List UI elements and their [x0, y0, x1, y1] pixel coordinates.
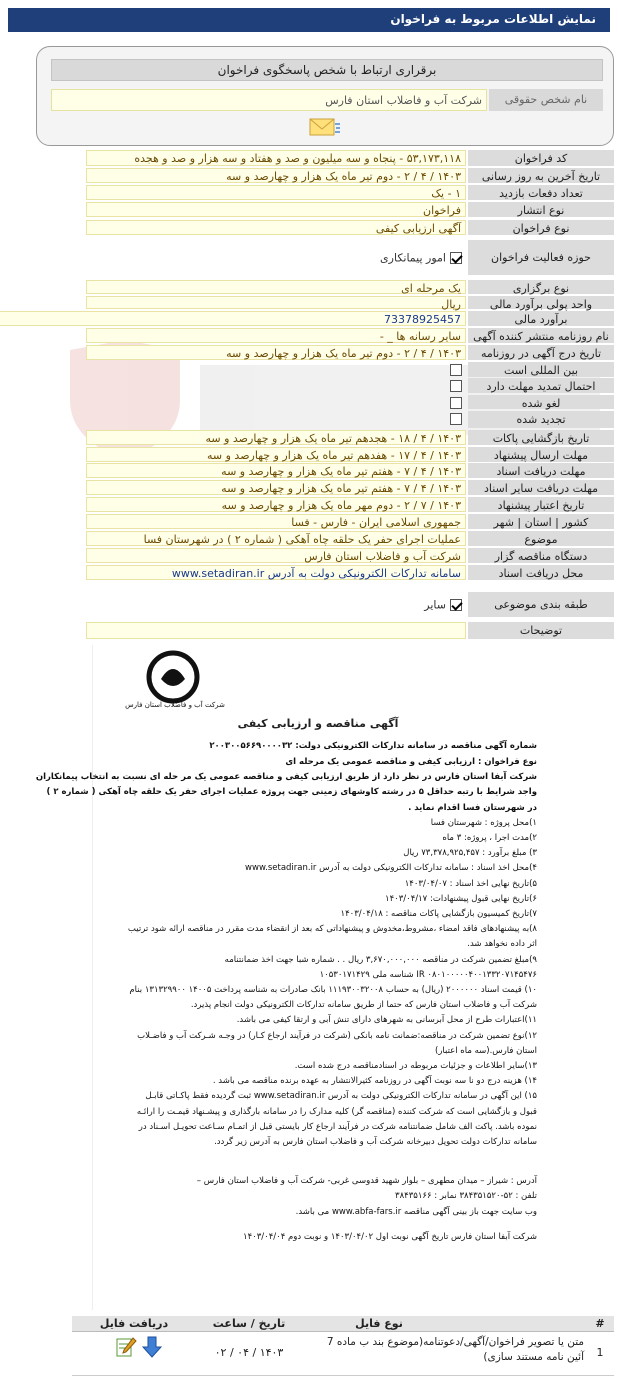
col-type: نوع فایل	[355, 1317, 403, 1330]
field-row	[36, 296, 614, 310]
field-row	[36, 480, 614, 496]
notice-line: در شهرستان فسا اقدام نماید .	[408, 802, 537, 813]
checkbox-icon[interactable]	[450, 397, 462, 409]
files-table	[72, 1316, 614, 1376]
field-label: نوع فراخوان	[468, 220, 614, 235]
edit-document-icon[interactable]	[115, 1336, 137, 1358]
field-label: لغو شده	[468, 395, 614, 409]
notice-line: ۱۱)اعتبارات طرح از محل آبرسانی به شهرهای دارای تنش آبی و ارتقا کیفی می باشد.	[236, 1015, 537, 1026]
field-value: سایر رسانه ها _ -	[86, 328, 466, 343]
field-row	[36, 378, 614, 394]
field-label: نام روزنامه منتشر کننده آگهی	[468, 328, 614, 343]
field-label: توضیحات	[468, 622, 614, 639]
field-value: ۱۴۰۳ / ۴ / ۱۷ - هفدهم تیر ماه یک هزار و چهارصد و سه	[86, 447, 466, 462]
checkbox-label: امور پیمانکاری	[380, 251, 446, 265]
notice-line: اثر داده نخواهد شد.	[467, 939, 537, 950]
field-row	[36, 430, 614, 446]
notice-line: نوع فراخوان : ارزیابی کیفی و مناقصه عمومی یک مرحله ای	[285, 757, 537, 767]
field-checkbox[interactable]	[86, 411, 466, 428]
field-label: طبقه بندی موضوعی	[468, 592, 614, 617]
download-arrow-icon[interactable]	[141, 1336, 163, 1358]
field-row	[36, 202, 614, 218]
checkbox-icon[interactable]	[450, 364, 462, 376]
field-label: برآورد مالی	[468, 311, 614, 326]
checkbox-icon[interactable]	[450, 413, 462, 425]
field-label: موضوع	[468, 531, 614, 546]
col-download: دریافت فایل	[99, 1317, 169, 1330]
field-value: یک مرحله ای	[86, 280, 466, 294]
notice-line: آدرس : شیراز – میدان مطهری – بلوار شهید قدوسی غربی- شرکت آب و فاضلاب استان فارس –	[196, 1176, 537, 1187]
envelope-icon[interactable]	[307, 115, 341, 139]
notice-line: ۶)تاریخ نهایی قبول پیشنهادات: ۱۴۰۳/۰۴/۱۷	[385, 893, 537, 904]
field-value: ۵۳,۱۷۳,۱۱۸ - پنجاه و سه میلیون و صد و هفتاد و سه هزار و صد و هجده	[86, 150, 466, 166]
field-value: ۱۴۰۳ / ۴ / ۲ - دوم تیر ماه یک هزار و چهارصد و سه	[86, 345, 466, 360]
notice-line: ۱۰) قیمت اسناد ۲۰۰۰۰۰۰ (ریال) به حساب ۱۱۱۹۳۰۰۳۲۰۰۸ بانک صادرات به شناسه پرداخت ۱۴۰۰۵ ۱۳۱۳۲۹۹۰۰ بنام	[129, 985, 537, 995]
file-num: 1	[596, 1346, 604, 1359]
notice-line: تلفن : ۵۲-۳۸۴۳۵۱۵۲۰ نمابر : ۳۸۴۳۵۱۶۶	[395, 1191, 537, 1202]
field-row	[36, 565, 614, 581]
checkbox-label: سایر	[424, 598, 446, 612]
field-row	[36, 531, 614, 547]
field-label: بین المللی است	[468, 362, 614, 377]
checkbox-icon[interactable]	[450, 252, 462, 264]
notice-line: ۹)مبلغ تضمین شرکت در مناقصه ۳,۶۷۰,۰۰۰,۰۰۰ ریال . . شماره شبا جهت اخذ ضمانتنامه	[224, 954, 537, 965]
field-label: کشور | استان | شهر	[468, 514, 614, 529]
field-label: واحد پولی برآورد مالی	[468, 296, 614, 309]
file-date: ۱۴۰۳ / ۰۴ / ۰۲	[214, 1346, 284, 1359]
field-label: دستگاه مناقصه گزار	[468, 548, 614, 563]
notice-line: IR ۰۸۰۱۰۰۰۰۰۴۰۰۱۳۳۲۰۷۱۴۵۴۷۶ شناسه ملی ۱۰۵۳۰۱۷۱۴۲۹	[319, 969, 537, 980]
field-label: تاریخ اعتبار پیشنهاد	[468, 497, 614, 512]
field-label: تاریخ درج آگهی در روزنامه	[468, 345, 614, 360]
notice-line: ۸)به پیشنهادهای فاقد امضاء ،مشروط،مخدوش و پیشنهاداتی که بعد از انقضاء مدت مقرر در مناقصه ارائه شود ترتیب	[127, 924, 537, 935]
notice-line: استان فارس.(سه ماه اعتبار)	[435, 1045, 537, 1056]
field-row	[36, 362, 614, 378]
notice-line: ۷)تاریخ کمیسیون بازگشایی پاکات مناقصه : ۱۴۰۳/۰۴/۱۸	[340, 909, 537, 919]
field-label: تجدید شده	[468, 411, 614, 428]
field-row	[36, 447, 614, 463]
files-header	[72, 1316, 614, 1332]
field-label: نوع برگزاری	[468, 280, 614, 294]
notice-line: شرکت آبفا استان فارس در نظر دارد از طریق ارزیابی کیفی و مناقصه عمومی یک مر حله ای نسبت به انتخاب پیمانکاران	[35, 772, 537, 783]
notice-title: آگهی مناقصه و ارزیابی کیفی	[237, 717, 399, 730]
notice-line: قبول و بازگشایی است که شرکت کننده (مناقصه گر) کلیه مدارک را در سامانه بارگذاری و پیشـنهاد قیمـت را ارائـه	[136, 1106, 537, 1117]
field-row	[36, 328, 614, 344]
field-value: شرکت آب و فاضلاب استان فارس	[86, 548, 466, 563]
notice-line: شرکت آبفا استان فارس تاریخ آگهی نوبت اول ۱۴۰۳/۰۴/۰۲ و نوبت دوم ۱۴۰۳/۰۴/۰۴	[243, 1231, 537, 1242]
notice-line: ۱۴) هزینه درج دو نا سه نوبت آگهی در روزنامه کثیرالانتشار به عهده برنده مناقصه می باشد .	[212, 1076, 537, 1087]
legal-person-value: شرکت آب و فاضلاب استان فارس	[51, 89, 487, 111]
field-label: حوزه فعالیت فراخوان	[468, 240, 614, 275]
notice-line: ۴)محل اخذ اسناد : سامانه تدارکات الکترونیکی دولت به آدرس www.setadiran.ir	[245, 863, 537, 874]
field-row	[36, 463, 614, 479]
notice-line: وب سایت جهت باز بینی آگهی مناقصه www.abfa-fars.ir می باشد.	[295, 1206, 537, 1217]
contact-heading[interactable]: برقراری ارتباط با شخص پاسخگوی فراخوان	[51, 59, 603, 81]
notice-line: شرکت آب و فاضلاب استان فارس که حتما از طریق سامانه تدارکات الکترونیکی دولت انجام پذیرد.	[190, 1000, 537, 1011]
field-label: تاریخ بازگشایی پاکات	[468, 430, 614, 445]
field-value: 73378925457	[0, 311, 466, 326]
col-date: تاریخ / ساعت	[212, 1317, 286, 1330]
field-checkbox[interactable]	[86, 592, 466, 617]
field-value: ریال	[86, 296, 466, 309]
field-label: نوع انتشار	[468, 202, 614, 217]
notice-line: سامانه تدارکات دولت تحویل دبیرخانه شرکت آب و فاضلاب استان فارس به آدرس زیر گردد.	[214, 1137, 537, 1147]
field-checkbox[interactable]	[86, 362, 466, 377]
field-value: ۱۴۰۳ / ۴ / ۱۸ - هجدهم تیر ماه یک هزار و چهارصد و سه	[86, 430, 466, 445]
field-value	[86, 622, 466, 639]
notice-line: ۳) مبلغ برآورد : ۷۳,۳۷۸,۹۲۵,۴۵۷ ریال	[403, 848, 537, 859]
field-checkbox[interactable]	[86, 395, 466, 409]
notice-line: ۱۵) این آگهی در سامانه تدارکات الکترونیکی دولت به آدرس www.setadiran.ir ثبت گردیده فقط پاکـاتی قابـل	[145, 1091, 537, 1102]
notice-line: ۵)تاریخ نهایی اخذ اسناد : ۱۴۰۳/۰۴/۰۷	[404, 878, 537, 889]
field-row	[36, 280, 614, 295]
notice-line: ۱۲)نوع تضمین شرکت در مناقصه:ضمانت نامه بانکی (شرکت در فرآیند ارجاع کـار) در وجـه شـرکت آب و فاضـلاب	[137, 1030, 537, 1041]
field-value: ۱ - یک	[86, 185, 466, 200]
field-row	[36, 395, 614, 410]
notice-line: شماره آگهی مناقصه در سامانه تدارکات الکترونیکی دولت: ۲۰۰۳۰۰۵۶۶۹۰۰۰۰۳۲	[209, 741, 537, 751]
field-row	[36, 497, 614, 513]
field-row	[36, 592, 614, 618]
file-row	[72, 1332, 614, 1376]
notice-line: واجد شرایط با رتبه حداقل ۵ در رشته کاوشهای زمینی جهت پروژه عملیات اجرای حفر یک حلقه چاه آهکی ( شماره ۲ )	[46, 787, 537, 798]
field-row	[36, 411, 614, 429]
field-value: ۱۴۰۳ / ۴ / ۲ - دوم تیر ماه یک هزار و چهارصد و سه	[86, 168, 466, 183]
field-value: فراخوان	[86, 202, 466, 217]
field-value: جمهوری اسلامی ایران - فارس - فسا	[86, 514, 466, 529]
field-row	[36, 548, 614, 564]
col-num: #	[595, 1317, 605, 1330]
field-checkbox[interactable]	[86, 378, 466, 393]
field-row	[36, 311, 614, 327]
field-row	[36, 622, 614, 640]
page-title: نمایش اطلاعات مربوط به فراخوان	[8, 8, 610, 32]
file-type: متن یا تصویر فراخوان/آگهی/دعوتنامه(موضوع بند ب ماده 7 آئین نامه مستند سازی)	[326, 1336, 584, 1363]
field-label: احتمال تمدید مهلت دارد	[468, 378, 614, 393]
notice-document-image	[35, 645, 542, 1310]
field-label: مهلت دریافت سایر اسناد	[468, 480, 614, 495]
logo-text: شرکت آب و فاضلاب استان فارس	[125, 701, 225, 709]
notice-line: ۲)مدت اجرا ، پروژه: ۳ ماه	[442, 833, 537, 843]
field-row	[36, 240, 614, 276]
field-row	[36, 220, 614, 236]
legal-person-label: نام شخص حقوقی	[489, 89, 603, 111]
field-row	[36, 345, 614, 361]
field-value: ۱۴۰۳ / ۴ / ۷ - هفتم تیر ماه یک هزار و چهارصد و سه	[86, 463, 466, 478]
field-label: مهلت ارسال پیشنهاد	[468, 447, 614, 462]
field-value: عملیات اجرای حفر یک حلقه چاه آهکی ( شماره ۲ ) در شهرستان فسا	[86, 531, 466, 546]
field-label: تعداد دفعات بازدید	[468, 185, 614, 200]
field-value: ۱۴۰۳ / ۷ / ۲ - دوم مهر ماه یک هزار و چهارصد و سه	[86, 497, 466, 512]
field-label: محل دریافت اسناد	[468, 565, 614, 580]
field-label: مهلت دریافت اسناد	[468, 463, 614, 478]
checkbox-icon[interactable]	[450, 380, 462, 392]
field-row	[36, 514, 614, 530]
field-label: کد فراخوان	[468, 150, 614, 166]
field-value: سامانه تدارکات الکترونیکی دولت به آدرس www.setadiran.ir	[86, 565, 466, 580]
field-row	[36, 185, 614, 201]
field-row	[36, 150, 614, 167]
notice-line: نموده باشد. پاکت الف شامل ضمانتنامه شرکت در فرآیند ارجاع کار بایستی قبل از اتمـام سـاعت تحویـل اسـناد در	[138, 1121, 537, 1132]
checkbox-icon[interactable]	[450, 599, 462, 611]
notice-line: ۱)محل پروژه : شهرستان فسا	[430, 817, 537, 828]
notice-line: ۱۳)سایر اطلاعات و جزئیات مربوطه در اسنادمناقصه درج شده است.	[294, 1061, 537, 1071]
contact-panel	[36, 46, 614, 146]
field-checkbox[interactable]	[86, 240, 466, 275]
field-row	[36, 168, 614, 184]
company-logo-icon	[103, 649, 233, 709]
field-label: تاریخ آخرین به روز رسانی	[468, 168, 614, 183]
field-value: ۱۴۰۳ / ۴ / ۷ - هفتم تیر ماه یک هزار و چهارصد و سه	[86, 480, 466, 495]
field-value: آگهی ارزیابی کیفی	[86, 220, 466, 235]
